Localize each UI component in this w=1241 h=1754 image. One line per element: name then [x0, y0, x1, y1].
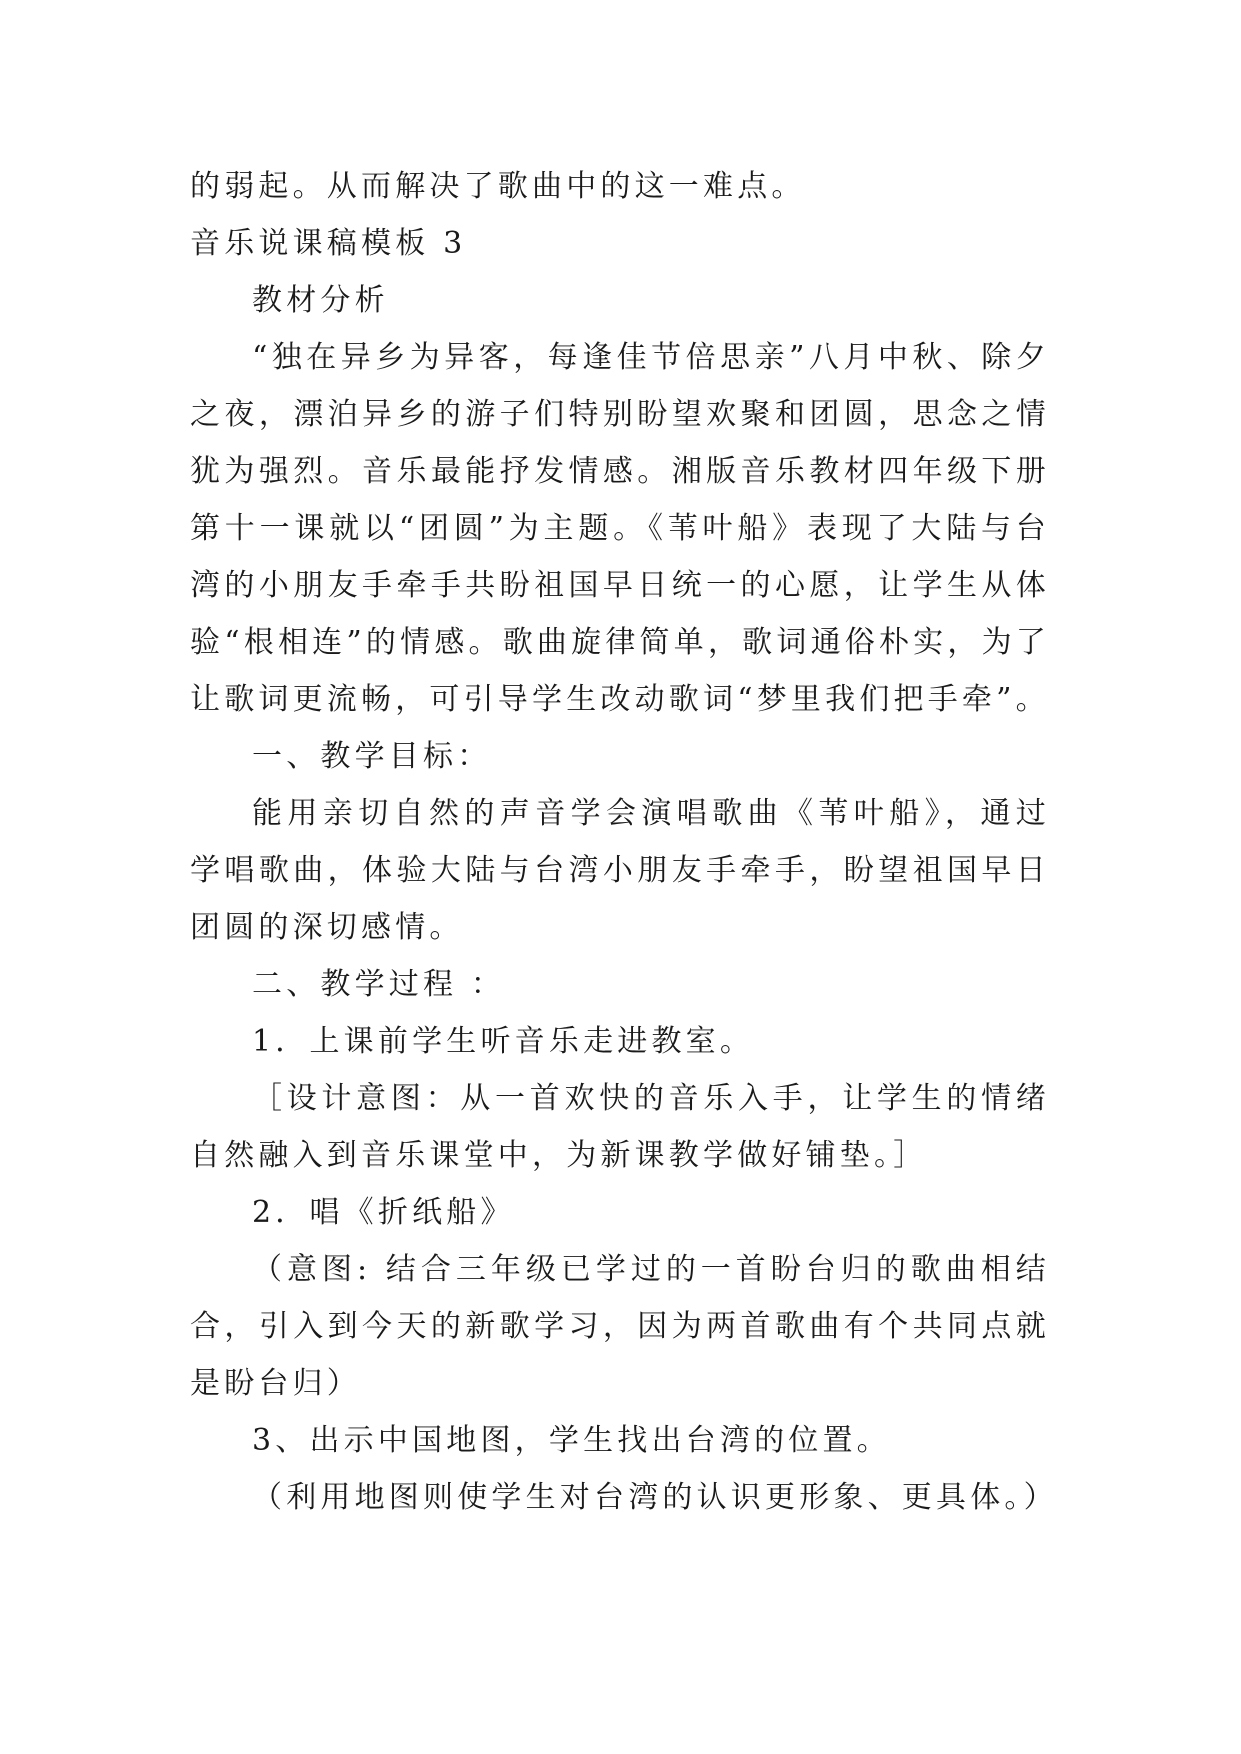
design-intent-1: ［设计意图：从一首欢快的音乐入手，让学生的情绪自然融入到音乐课堂中，为新课教学做好铺垫。］: [190, 1081, 1050, 1173]
document-body: [190, 158, 1058, 1526]
design-intent-3: （利用地图则使学生对台湾的认识更形象、更具体。）: [252, 1480, 1058, 1515]
section-title: 音乐说课稿模板 3: [190, 226, 467, 261]
subheading-teaching-process: 二、教学过程 ：: [252, 967, 506, 1002]
paragraph-material-analysis: “独在异乡为异客，每逢佳节倍思亲”八月中秋、除夕之夜，漂泊异乡的游子们特别盼望欢聚和团圆，思念之情犹为强烈。音乐最能抒发情感。湘版音乐教材四年级下册第十一课就以“团圆”为主题。《苇叶船》表现了大陆与台湾的小朋友手牵手共盼祖国早日统一的心愿，让学生从体验“根相连”的情感。歌曲旋律简单，歌词通俗朴实，为了让歌词更流畅，可引导学生改动歌词“梦里我们把手牵”。: [190, 340, 1050, 717]
paragraph-teaching-goals: 能用亲切自然的声音学会演唱歌曲《苇叶船》，通过学唱歌曲，体验大陆与台湾小朋友手牵手，盼望祖国早日团圆的深切感情。: [190, 796, 1050, 945]
step-2: 2．唱《折纸船》: [252, 1195, 515, 1230]
design-intent-2: （意图: 结合三年级已学过的一首盼台归的歌曲相结合，引入到今天的新歌学习，因为两首歌曲有个共同点就是盼台归）: [190, 1252, 1050, 1401]
paragraph-continuation: 的弱起。从而解决了歌曲中的这一难点。: [190, 169, 806, 204]
step-1: 1．上课前学生听音乐走进教室。: [252, 1024, 755, 1059]
subheading-teaching-goals: 一、教学目标：: [252, 739, 492, 774]
subheading-material-analysis: 教材分析: [252, 283, 389, 318]
step-3: 3、出示中国地图，学生找出台湾的位置。: [252, 1423, 891, 1458]
